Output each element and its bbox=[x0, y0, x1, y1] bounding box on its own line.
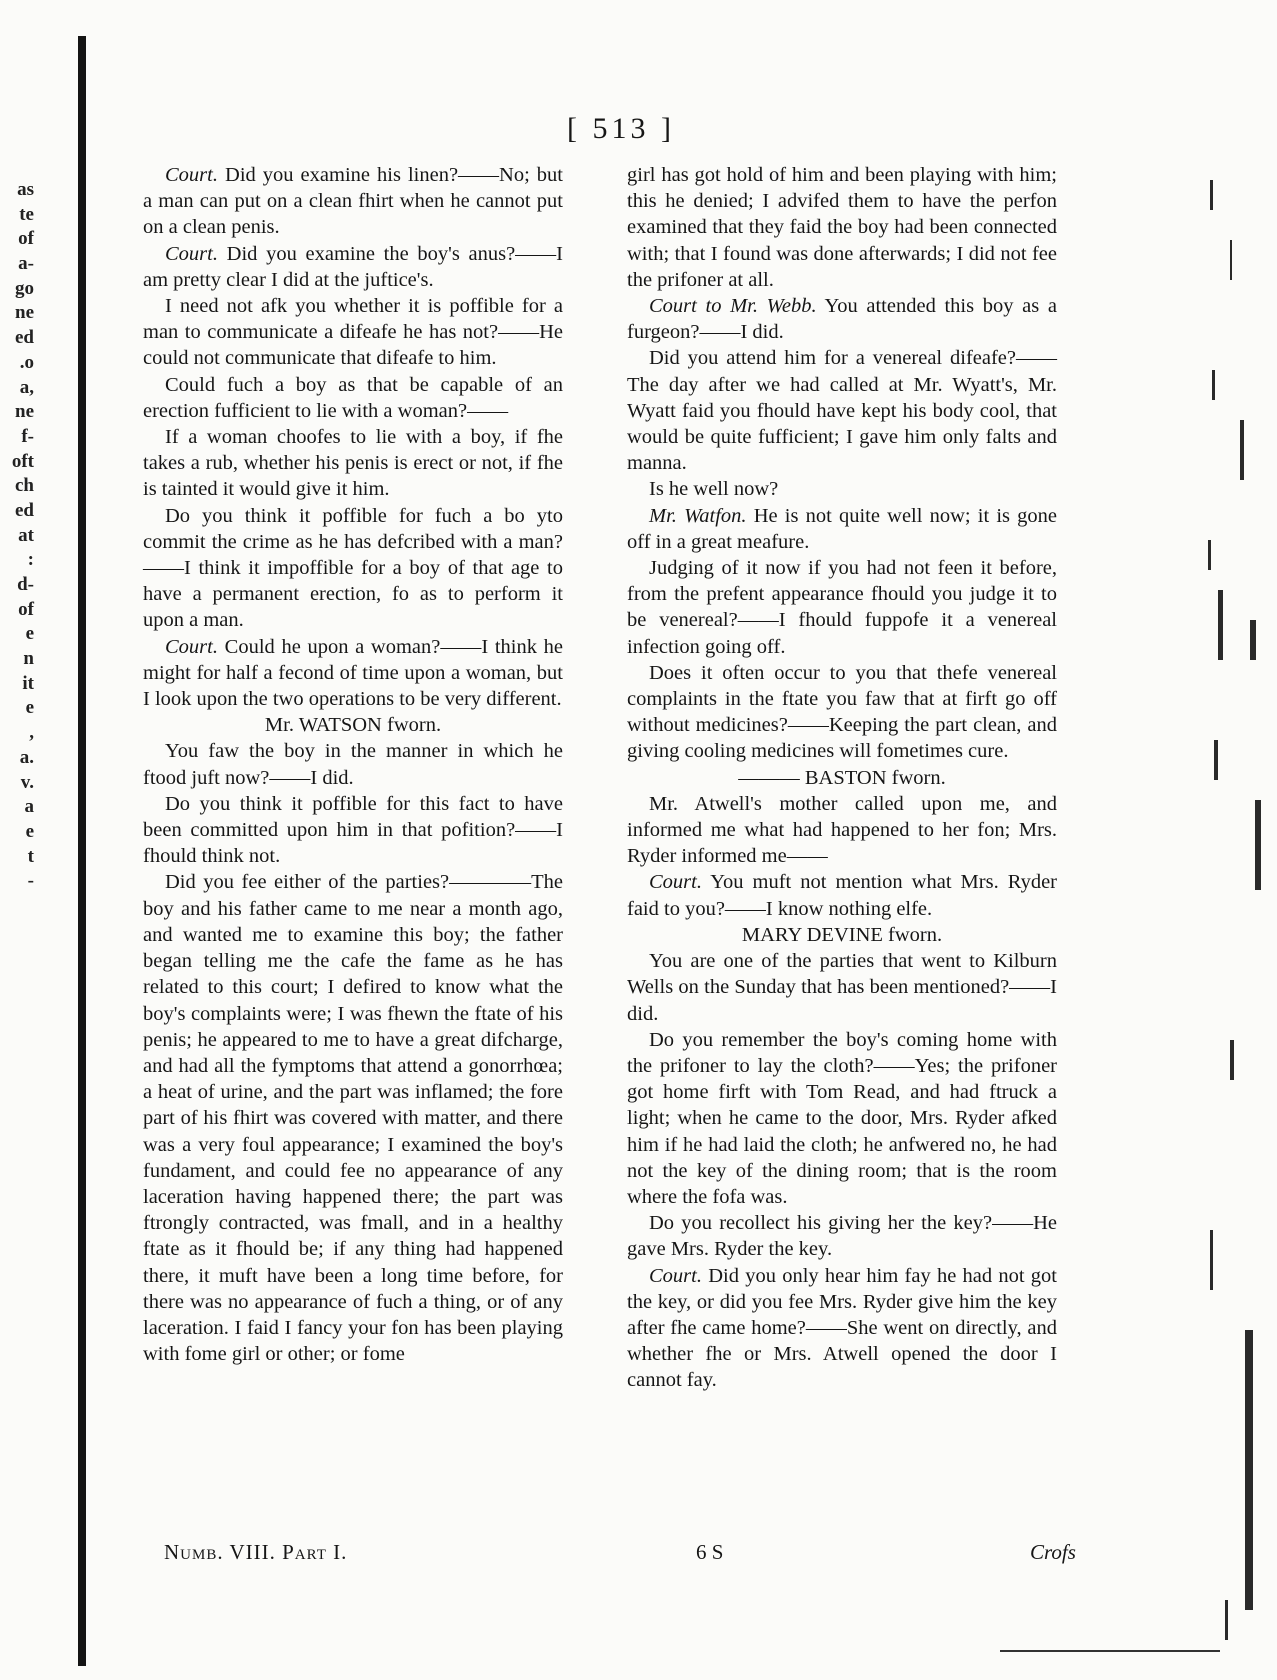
bleed-fragment: ed bbox=[15, 499, 34, 521]
testimony-paragraph bbox=[627, 162, 1057, 293]
bleed-fragment: ed bbox=[15, 327, 34, 349]
testimony-paragraph bbox=[143, 372, 563, 424]
bleed-fragment: e bbox=[25, 820, 34, 842]
testimony-paragraph bbox=[143, 791, 563, 870]
testimony-paragraph bbox=[627, 293, 1057, 345]
testimony-text: Do you think it poffible for fuch a bo yto commit the crime as he has defcribed with a man?——I think it impoffible for a boy of that age to have a permanent erection, fo as to perform it upon a man. bbox=[143, 504, 563, 632]
testimony-paragraph bbox=[627, 1027, 1057, 1210]
bleed-fragment: d- bbox=[17, 574, 34, 595]
bleed-fragment: go bbox=[15, 277, 34, 299]
bleed-fragment: a bbox=[24, 796, 34, 818]
bleed-fragment: : bbox=[27, 549, 34, 571]
testimony-text: girl has got hold of him and been playing with him; this he denied; I advifed them to have the perfon examined that they faid the boy had been connected with; that I found was done afterwards; I did not fee the prifoner at all. bbox=[627, 164, 1057, 291]
testimony-text: Did you attend him for a venereal difeafe?——The day after we had called at Mr. Wyatt's, Mr. Wyatt faid you fhould have kept his body cool, that would be quite fufficient; I gave him only falts and manna. bbox=[627, 347, 1057, 475]
catchword: Crofs bbox=[1030, 1540, 1076, 1564]
bleed-fragment: t bbox=[27, 845, 34, 867]
testimony-paragraph bbox=[627, 1263, 1057, 1394]
testimony-text: Do you think it poffible for this fact to have been committed upon him in that pofition?——I fhould think not. bbox=[143, 792, 563, 868]
testimony-text: I need not afk you whether it is poffible for a man to communicate a difeafe he has not?——He could not communicate that difeafe to him. bbox=[143, 295, 563, 370]
testimony-paragraph bbox=[627, 791, 1057, 870]
bleed-fragment: as bbox=[17, 179, 34, 200]
bleed-fragment: at bbox=[18, 524, 34, 546]
speaker-label: Mr. Watfon. bbox=[649, 504, 747, 527]
testimony-paragraph bbox=[627, 1210, 1057, 1262]
bleed-fragment: ch bbox=[15, 475, 34, 497]
testimony-paragraph bbox=[627, 345, 1057, 476]
testimony-paragraph bbox=[143, 503, 563, 634]
bleed-fragment: ne bbox=[15, 401, 34, 423]
bleed-fragment: of bbox=[18, 598, 34, 620]
testimony-paragraph bbox=[143, 162, 563, 241]
testimony-text: You attended this boy as a furgeon?——I did. bbox=[627, 295, 1057, 344]
testimony-text: Did you examine the boy's anus?——I am pretty clear I did at the juftice's. bbox=[143, 242, 564, 291]
testimony-text: Do you remember the boy's coming home with the prifoner to lay the cloth?——Yes; the prifoner got home firft with Tom Read, and had ftruck a light; when he came to the door, Mrs. Ryder afked him if he had laid the cloth; he anfwered no, he had not the key of the dining room; that is the room where the fofa was. bbox=[627, 1028, 1057, 1208]
testimony-text: Does it often occur to you that thefe venereal complaints in the ftate you faw that at firft go off without medicines?——Keeping the part clean, and giving cooling medicines will fometimes cure. bbox=[627, 661, 1057, 763]
testimony-paragraph bbox=[627, 869, 1057, 921]
bleed-fragment: a. bbox=[19, 746, 34, 768]
bleed-fragment: e bbox=[25, 623, 34, 645]
bleed-fragment: - bbox=[27, 870, 34, 892]
bleed-fragment: n bbox=[23, 648, 34, 670]
testimony-text: If a woman choofes to lie with a boy, if fhe takes a rub, whether his penis is erect or not, if fhe is tainted it would give it him. bbox=[143, 426, 563, 501]
bleed-fragment: it bbox=[22, 672, 34, 694]
page-folio: [ 513 ] bbox=[567, 112, 675, 145]
testimony-text: You muft not mention what Mrs. Ryder faid to you?——I know nothing elfe. bbox=[627, 871, 1057, 920]
right-edge-scan-artifacts bbox=[1200, 180, 1270, 1660]
testimony-paragraph bbox=[627, 503, 1057, 555]
testimony-paragraph bbox=[627, 476, 1057, 502]
testimony-paragraph bbox=[143, 241, 563, 293]
testimony-text: You faw the boy in the manner in which he ftood juft now?——I did. bbox=[143, 740, 563, 789]
bleed-fragment: ne bbox=[15, 302, 34, 324]
bleed-fragment: oft bbox=[11, 450, 34, 472]
right-text-column bbox=[627, 162, 1057, 1394]
testimony-text: Did you only hear him fay he had not got the key, or did you fee Mrs. Ryder give him the key after fhe came home?——She went on directly, and whether fhe or Mrs. Atwell opened the door I cannot fay. bbox=[627, 1264, 1057, 1392]
bleed-fragment: a- bbox=[18, 253, 34, 275]
testimony-text: Mr. Atwell's mother called upon me, and informed me what had happened to her fon; Mrs. Ryder informed me—— bbox=[627, 792, 1057, 868]
testimony-paragraph bbox=[143, 738, 563, 790]
bleed-fragment: of bbox=[18, 228, 34, 250]
testimony-paragraph bbox=[143, 634, 563, 713]
bleed-fragment: e bbox=[25, 697, 34, 719]
bleed-fragment: .o bbox=[19, 351, 34, 373]
left-page-bleed bbox=[0, 178, 34, 894]
bottom-dash-rule bbox=[1000, 1650, 1220, 1652]
witness-heading: Mr. WATSON fworn. bbox=[264, 714, 442, 737]
testimony-text: Could fuch a boy as that be capable of an erection fufficient to lie with a woman?—— bbox=[143, 373, 563, 422]
testimony-paragraph bbox=[143, 424, 563, 503]
witness-heading: MARY DEVINE fworn. bbox=[741, 923, 943, 946]
testimony-text: Do you recollect his giving her the key?——He gave Mrs. Ryder the key. bbox=[627, 1212, 1057, 1261]
bleed-fragment: te bbox=[19, 203, 34, 225]
bleed-fragment: a, bbox=[19, 376, 34, 398]
bleed-fragment: , bbox=[29, 722, 34, 744]
footer-number-part: Numb. VIII. Part I. bbox=[164, 1540, 348, 1564]
signature-mark: 6 S bbox=[696, 1540, 724, 1564]
testimony-text: Judging of it now if you had not feen it before, from the prefent appearance fhould you judge it to be venereal?——I fhould fuppofe it a venereal infection going off. bbox=[627, 557, 1057, 658]
testimony-text: Did you fee either of the parties?————The boy and his father came to me near a month ago, and wanted me to examine this boy; the father began telling me the cafe the fame as he has related to this court; I defired to know what the boy's complaints were; I was fhewn the ftate of his penis; he appeared to me to have a great difcharge, and had all the fymptoms that attend a gonorrhœa; a heat of urine, and the part was inflamed; the fore part of his fhirt was covered with matter, and there was a very foul appearance; I examined the boy's fundament, and could fee no appearance of any laceration having happened there; the part was ftrongly contracted, was fmall, and in a healthy ftate as it fhould be; if any thing had happened there, it muft have been a long time before, for there was no appearance of fuch a thing, or of any laceration. I faid I fancy your fon has been playing with fome girl or other; or fome bbox=[143, 871, 563, 1366]
speaker-label: Court. bbox=[165, 164, 218, 186]
testimony-text: Did you examine his linen?——No; but a man can put on a clean fhirt when he cannot put on a clean penis. bbox=[143, 164, 564, 239]
testimony-paragraph bbox=[627, 948, 1057, 1027]
testimony-text: You are one of the parties that went to Kilburn Wells on the Sunday that has been mentioned?——I did. bbox=[627, 950, 1057, 1025]
bleed-fragment: f- bbox=[21, 425, 34, 447]
testimony-paragraph bbox=[627, 555, 1057, 660]
testimony-paragraph bbox=[143, 293, 563, 372]
binding-gutter-rule bbox=[78, 36, 86, 1666]
speaker-label: Court to Mr. Webb. bbox=[649, 295, 817, 318]
testimony-paragraph bbox=[143, 869, 563, 1367]
witness-heading: ——— BASTON fworn. bbox=[738, 766, 946, 789]
left-text-column bbox=[143, 162, 563, 1367]
bleed-fragment: v. bbox=[20, 771, 34, 793]
speaker-label: Court. bbox=[649, 1264, 702, 1287]
testimony-text: He is not quite well now; it is gone off in a great meafure. bbox=[627, 504, 1058, 553]
testimony-paragraph bbox=[627, 660, 1057, 765]
speaker-label: Court. bbox=[165, 242, 218, 265]
speaker-label: Court. bbox=[165, 635, 218, 658]
testimony-text: Is he well now? bbox=[649, 478, 779, 501]
speaker-label: Court. bbox=[649, 871, 702, 894]
testimony-text: Could he upon a woman?——I think he might for half a fecond of time upon a woman, but I look upon the two operations to be very different. bbox=[143, 635, 563, 711]
